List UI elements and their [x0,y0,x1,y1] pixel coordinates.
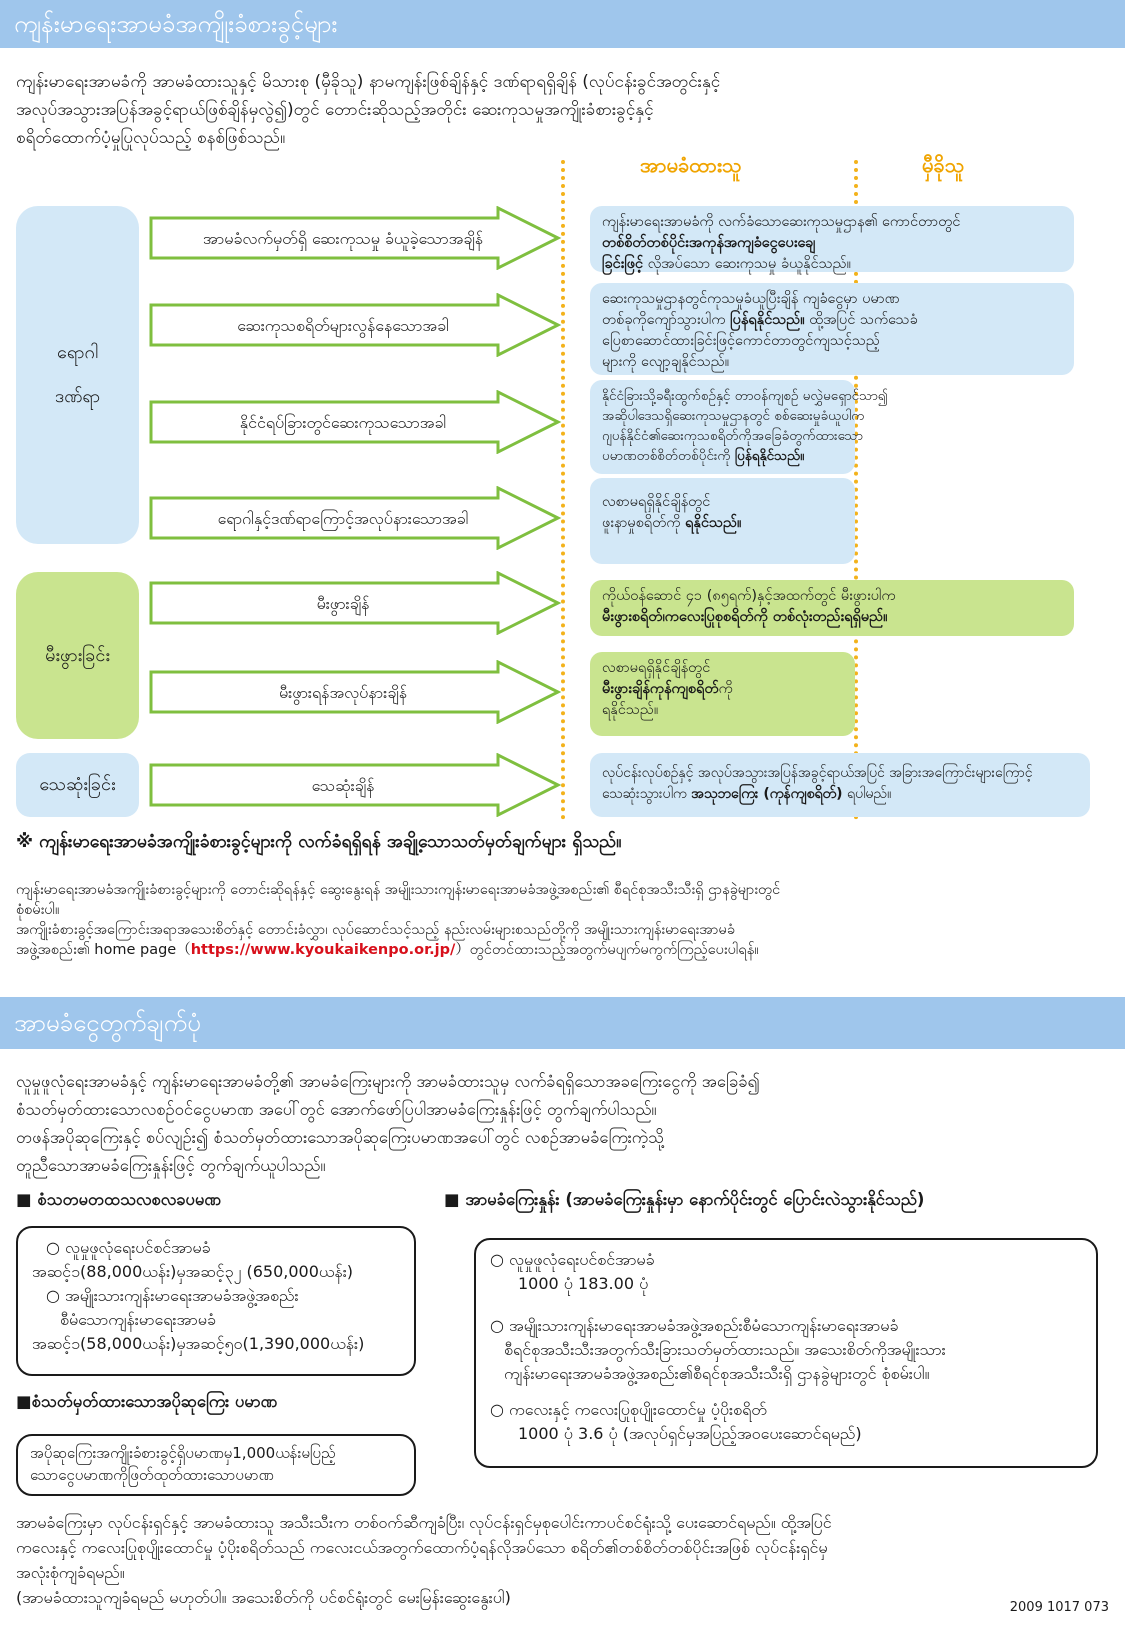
standard-bonus-label: ■စံသတ်မှတ်ထားသောအပိုဆုကြေး ပမာဏ [16,1392,278,1411]
arrow-label: သေဆုံးချိန် [311,776,375,795]
column-header-insured: အာမခံထားသူ [640,153,742,177]
box-line: စီမံသောကျန်းမာရေးအာမခံ [60,1310,216,1329]
result-text: လုပ်ငန်းလုပ်စဉ်နှင့် အလုပ်အသွားအပြန်အခွင့်ရာယ်အပြင် အခြားအကြောင်းများကြောင့် [602,765,1033,781]
arrow-item [148,753,563,817]
box-line: အပိုဆုကြေးအကျိုးခံစားခွင့်ရှိပမာဏမှ1,000ယန်းမပြည့် [30,1444,336,1462]
result-text: ပြေစာဆောင်ထားခြင်းဖြင့်ကောင်တာတွင်ကျသင့်သည့် [602,333,880,349]
result-text: များကို လျော့ချနိုင်သည်။ [602,354,730,370]
arrow-item [148,390,563,454]
box-line: သောငွေပမာဏကိုဖြတ်ထုတ်ထားသောပမာဏ [30,1466,274,1484]
box-line: ○ လူမှုဖူလုံရေးပင်စင်အာမခံ [46,1238,211,1257]
intro-line: စရိတ်ထောက်ပံ့မှုပြုလုပ်သည့် စနစ်ဖြစ်သည်။ [16,128,286,148]
arrow-item [148,486,563,550]
box-line: ○ အမျိုးသားကျန်းမာရေးအာမခံအဖွဲ့အစည်းစီမံသောကျန်းမာရေးအာမခံ [490,1316,899,1335]
document-code: 2009 1017 073 [1009,1600,1109,1615]
result-emphasis: ရနိုင်သည်။ [685,515,742,531]
category-childbirth [16,572,139,739]
result-text: သေဆုံးသွားပါက [602,786,692,802]
info-line: ကျန်းမာရေးအာမခံအကျိုးခံစားခွင့်များကို တောင်းဆိုရန်နှင့် ဆွေးနွေးရန် အမျိုးသားကျန်းမာရေးအာမခံအဖွဲ့အစည်း၏ စီရင်စုအသီးသီးရှိ ဌာနခွဲများတွင် [16,882,781,898]
calc-intro-line: တူညီသောအာမခံကြေးနှုန်းဖြင့် တွက်ချက်ယူပါသည်။ [16,1156,326,1175]
premium-rate-label: ■ အာမခံကြေးနှုန်း (အာမခံကြေးနှုန်းမှာ နောက်ပိုင်းတွင် ပြောင်းလဲသွားနိုင်သည်) [444,1190,925,1209]
column-header-dependent: မှီခိုသူ [922,153,965,177]
category-label: ဒဏ်ရာ [54,386,101,407]
result-box [590,753,1090,817]
info-line: အဖွဲ့အစည်း၏ home page（ [16,942,191,958]
result-text: ဂျပန်နိုင်ငံ၏ဆေးကုသစရိတ်ကိုအခြေခံတွက်ထားသော [602,428,863,444]
result-box [590,206,1074,272]
website-link[interactable]: https://www.kyoukaikenpo.or.jp/ [190,942,456,958]
calc-intro-line: တဖန်အပိုဆုကြေးနှင့် စပ်လျဉ်း၍ စံသတ်မှတ်ထားသောအပိုဆုကြေးပမာဏအပေါ်တွင် လစဉ်အာမခံကြေးကဲ့သို့ [16,1128,664,1147]
result-text: နိုင်ငံခြားသို့ခရီးထွက်စဉ်နှင့် တာဝန်ကျစဉ် မလွှဲမရှောင်သာ၍ [602,388,888,404]
arrow-label: မီးဖွားရန်အလုပ်နားချိန် [279,683,407,702]
result-emphasis: မီးဖွားချိန်ကုန်ကျစရိတ် [602,681,719,697]
calc-intro-text [16,1068,760,1180]
arrow-label: ဆေးကုသစရိတ်များလွန်နေသောအခါ [237,316,449,335]
result-text: လစာမရရှိနိုင်ချိန်တွင် [602,494,711,510]
result-text: ကို [718,681,733,697]
result-text: တစ်ခုကိုကျော်သွားပါက [602,312,731,328]
info-line: စုံစမ်းပါ။ [16,902,60,918]
calc-intro-line: စံသတ်မှတ်ထားသောလစဉ်ဝင်ငွေပမာဏ အပေါ်တွင် အောက်ဖော်ပြပါအာမခံကြေးနှုန်းဖြင့် တွက်ချက်ပါသည်။ [16,1100,657,1119]
section-title: အာမခံငွေတွက်ချက်ပုံ [14,1009,201,1037]
category-illness-injury [16,206,139,544]
footer-line: (အာမခံထားသူကျခံရမည် မဟုတ်ပါ။ အသေးစိတ်ကို ပင်စင်ရုံးတွင် မေးမြန်းဆွေးနွေးပါ) [16,1588,511,1607]
result-emphasis: ပြန်ရနိုင်သည်။ [734,448,805,464]
arrow-label: မီးဖွားချိန် [316,594,370,613]
arrow-label: ရောဂါနှင့်ဒဏ်ရာကြောင့်အလုပ်နားသောအခါ [217,509,469,528]
intro-text [16,68,720,152]
arrow-item [148,571,563,635]
box-line: အဆင့်၁(88,000ယန်း)မှအဆင့်၃၂ (650,000ယန်း) [32,1262,354,1281]
result-emphasis: အသုဘကြေး (ကုန်ကျစရိတ်) [691,786,843,802]
intro-line: ကျန်းမာရေးအာမခံကို အာမခံထားသူနှင့် မိသားစု (မှီခိုသူ) နာမကျန်းဖြစ်ချိန်နှင့် ဒဏ်ရာရရှိချိန် (လုပ်ငန်းခွင်အတွင်းနှင့် [16,72,721,92]
category-label: ရောဂါ [57,342,98,363]
result-text: ရနိုင်သည်။ [602,702,659,718]
result-text: ပမာဏတစ်စိတ်တစ်ပိုင်းကို [602,448,735,464]
arrow-item [148,206,563,270]
calc-intro-line: လူမှုဖူလုံရေးအာမခံနှင့် ကျန်းမာရေးအာမခံတို့၏ အာမခံကြေးများကို အာမခံထားသူမှ လက်ခံရရှိသောအခကြေးငွေကို အခြေခံ၍ [16,1072,760,1091]
info-text [16,880,1106,960]
result-text: လစာမရရှိနိုင်ချိန်တွင် [602,660,711,676]
standard-monthly-box [16,1226,416,1376]
category-death [16,753,139,817]
section-header-calculation [0,997,1125,1049]
info-line: အကျိုးခံစားခွင့်အကြောင်းအရာအသေးစိတ်နှင့် တောင်းခံလွှာ၊ လုပ်ဆောင်သင့်သည့် နည်းလမ်းများစသည်တို့ကို အမျိုးသားကျန်းမာရေးအာမခံ [16,922,735,938]
box-line: 1000 ပုံ 183.00 ပုံ [518,1274,649,1293]
arrow-label: နိုင်ငံရပ်ခြားတွင်ဆေးကုသသောအခါ [239,413,447,432]
result-emphasis: မီးဖွားစရိတ်၊ကလေးပြုစုစရိတ်ကို တစ်လုံးတည်းရရှိမည်။ [602,609,888,625]
result-box [590,283,1074,375]
result-text: ရပါမည်။ [842,786,892,802]
box-line: ○ အမျိုးသားကျန်းမာရေးအာမခံအဖွဲ့အစည်း [46,1286,299,1305]
box-line: စီရင်စုအသီးသီးအတွက်သီးခြားသတ်မှတ်ထားသည်။ အသေးစိတ်ကိုအမျိုးသား [504,1340,946,1359]
result-text: အဆိုပါဒေသရှိဆေးကုသမှုဌာနတွင် စစ်ဆေးမှုခံယူပါက [602,408,865,424]
result-emphasis: ခြင်းဖြင့် [602,256,644,272]
box-line: အဆင့်၁(58,000ယန်း)မှအဆင့်၅၀(1,390,000ယန်း) [32,1334,365,1353]
result-text: ထို့အပြင် သက်သေခံ [804,312,918,328]
result-text: ဆေးကုသမှုဌာနတွင်ကုသမှုခံယူပြီးချိန် ကျခံငွေမှာ ပမာဏ [602,291,900,307]
result-emphasis: တစ်စိတ်တစ်ပိုင်းအကုန်အကျခံငွေပေးချေ [602,235,816,251]
standard-bonus-box [16,1434,416,1496]
result-box [590,580,1074,636]
box-line: ○ လူမှုဖူလုံရေးပင်စင်အာမခံ [490,1250,655,1269]
requirements-note: ※ ကျန်းမာရေးအာမခံအကျိုးခံစားခွင့်များကို လက်ခံရရှိရန် အချို့သောသတ်မှတ်ချက်များ ရှိသည်။ [16,832,622,852]
arrow-item [148,293,563,357]
section-header-benefits [0,0,1125,48]
category-label: သေဆုံးခြင်း [39,774,116,795]
result-text: လိုအပ်သော ဆေးကုသမှု ခံယူနိုင်သည်။ [643,256,852,272]
result-box [590,478,855,564]
result-emphasis: ပြန်ရနိုင်သည်။ [730,312,805,328]
info-line: ）တွင်တင်ထားသည့်အတွက်မပျက်မကွက်ကြည့်ပေးပါရန်။ [455,942,759,958]
footer-line: အာမခံကြေးမှာ လုပ်ငန်းရှင်နှင့် အာမခံထားသူ အသီးသီးက တစ်ဝက်ဆီကျခံပြီး၊ လုပ်ငန်းရှင်မှစုပေါင်းကာပင်စင်ရုံးသို့ ပေးဆောင်ရမည်။ ထို့အပြင် [16,1513,832,1532]
arrow-item [148,660,563,724]
result-box [590,380,888,474]
category-label: မီးဖွားခြင်း [45,644,110,666]
footer-line: အလုံးစုံကျခံရမည်။ [16,1563,125,1582]
box-line: 1000 ပုံ 3.6 ပုံ (အလုပ်ရှင်မှအပြည့်အဝပေးဆောင်ရမည်) [518,1424,862,1443]
result-text: ကိုယ်ဝန်ဆောင် ၄၁ (၈၅ရက်)နှင့်အထက်တွင် မီးဖွားပါက [602,588,896,604]
intro-line: အလုပ်အသွားအပြန်အခွင့်ရာယ်ဖြစ်ချိန်မှလွဲ၍)တွင် တောင်းဆိုသည့်အတိုင်း ဆေးကုသမှုအကျိုးခံစားခွင့်နှင့် [16,100,654,120]
footer-line: ကလေးနှင့် ကလေးပြုစုပျိုးထောင်မှု ပံ့ပိုးစရိတ်သည် ကလေးငယ်အတွက်ထောက်ပံ့ရန်လိုအပ်သော စရိတ်၏တစ်စိတ်တစ်ပိုင်းအဖြစ် လုပ်ငန်းရှင်မှ [16,1538,828,1557]
premium-rate-box [474,1238,1098,1468]
result-box [590,652,855,736]
box-line: ကျန်းမာရေးအာမခံအဖွဲ့အစည်း၏စီရင်စုအသီးသီးရှိ ဌာနခွဲများတွင် စုံစမ်းပါ။ [504,1364,930,1383]
footer-text [16,1510,832,1610]
standard-monthly-label: ■ စံသတမတထသလစလခပမဏ [16,1190,221,1209]
box-line: ○ ကလေးနှင့် ကလေးပြုစုပျိုးထောင်မှု ပံ့ပိုးစရိတ် [490,1400,767,1419]
result-text: ကျန်းမာရေးအာမခံကို လက်ခံသောဆေးကုသမှုဌာန၏ ကောင်တာတွင် [602,214,961,230]
result-text: ဖူးနာမှုစရိတ်ကို [602,515,686,531]
section-title: ကျန်းမာရေးအာမခံအကျိုးခံစားခွင့်များ [14,10,338,38]
arrow-label: အာမခံလက်မှတ်ရှိ ဆေးကုသမှု ခံယူခဲ့သောအချိန် [202,229,484,248]
